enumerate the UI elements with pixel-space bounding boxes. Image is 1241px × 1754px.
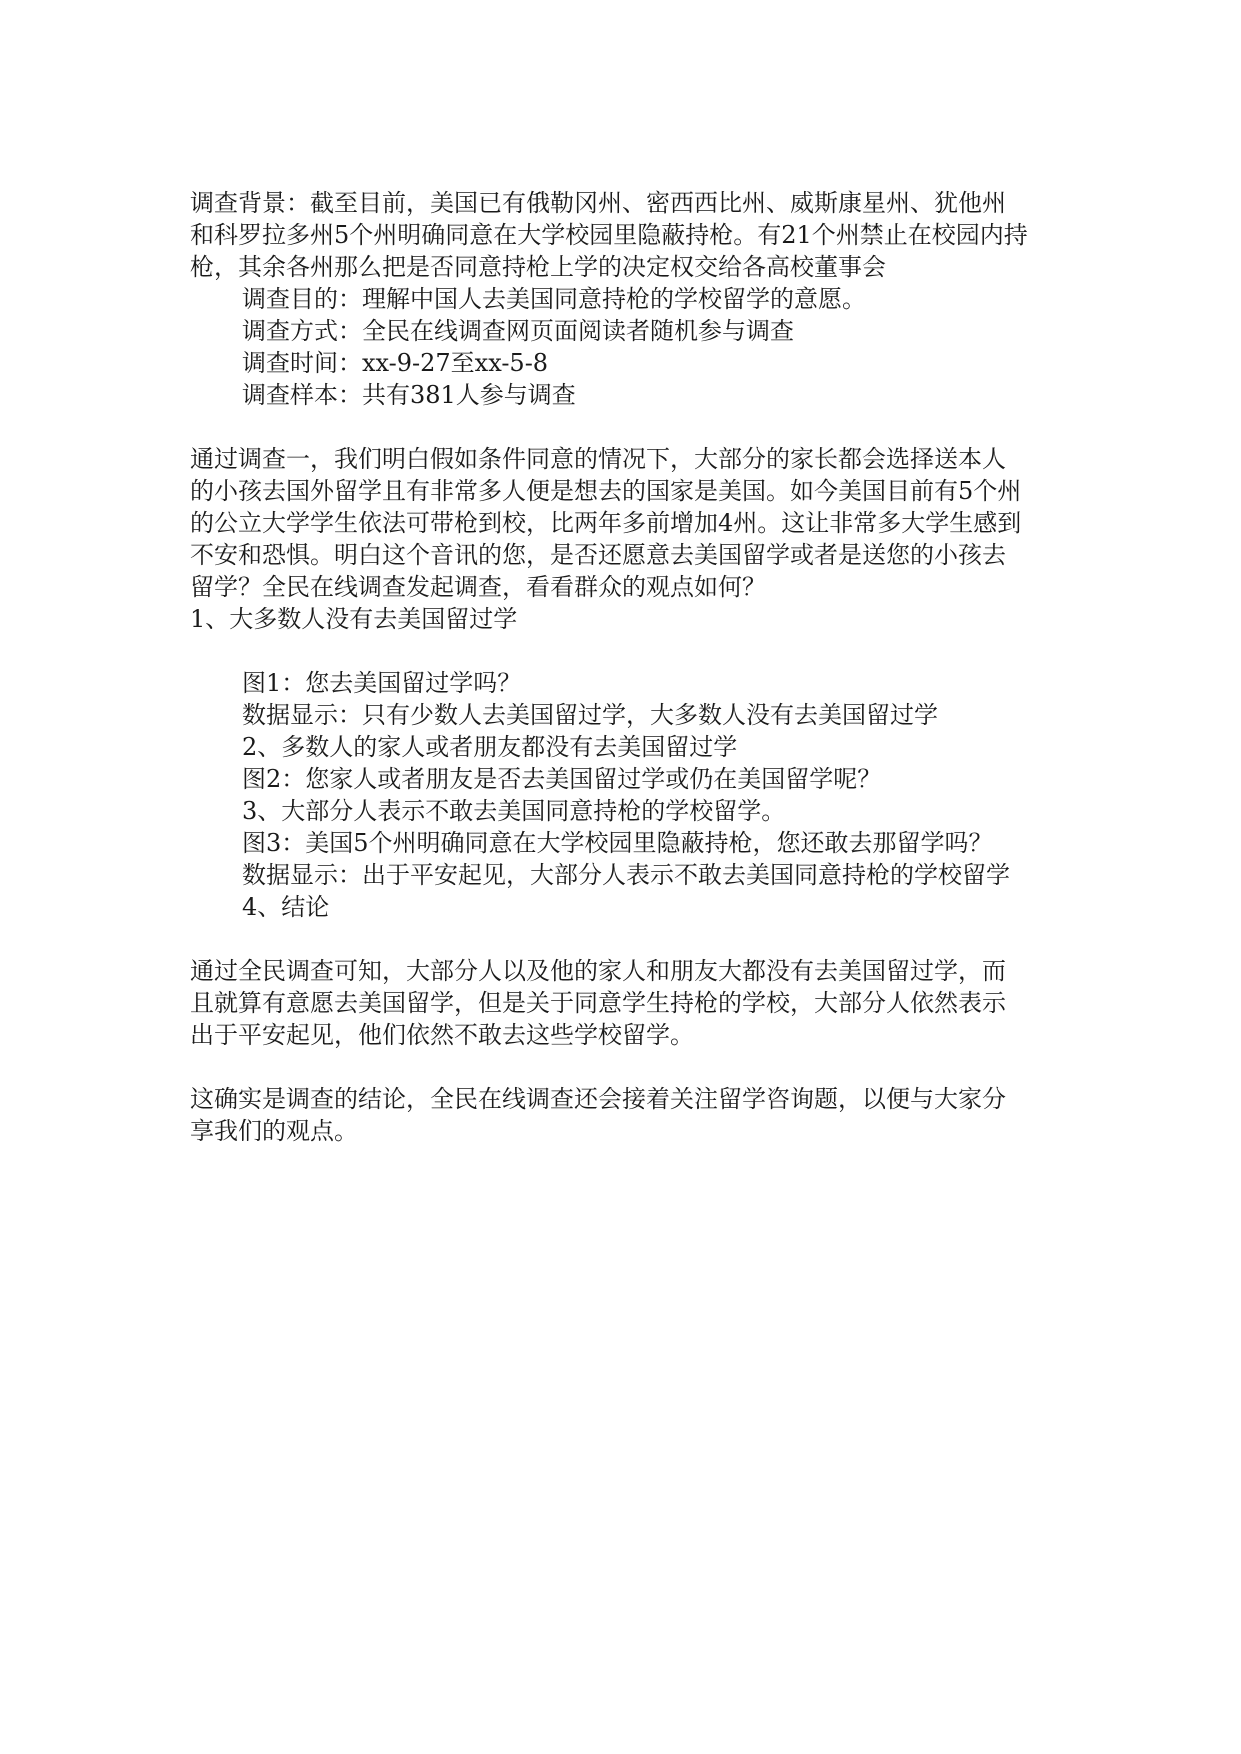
closing-line-1: 这确实是调查的结论，全民在线调查还会接着关注留学咨询题，以便与大家分 [190, 1085, 1006, 1113]
section-heading-1: 1、大多数人没有去美国留过学 [190, 605, 518, 633]
figure-caption-3: 图3：美国5个州明确同意在大学校园里隐蔽持枪，您还敢去那留学吗？ [242, 829, 993, 857]
survey-time: 调查时间：xx-9-27至xx-5-8 [242, 349, 549, 377]
conclusion-line-2: 且就算有意愿去美国留学，但是关于同意学生持枪的学校，大部分人依然表示 [190, 989, 1006, 1017]
intro-line-4: 不安和恐惧。明白这个音讯的您，是否还愿意去美国留学或者是送您的小孩去 [190, 541, 1006, 569]
intro-line-1: 通过调查一，我们明白假如条件同意的情况下，大部分的家长都会选择送本人 [190, 445, 1006, 473]
findings-block [190, 667, 1060, 923]
conclusion-line-3: 出于平安起见，他们依然不敢去这些学校留学。 [190, 1021, 694, 1049]
background-line-3: 枪，其余各州那么把是否同意持枪上学的决定权交给各高校董事会 [190, 253, 886, 281]
intro-line-5: 留学？全民在线调查发起调查，看看群众的观点如何？ [190, 573, 766, 601]
background-line-2: 和科罗拉多州5个州明确同意在大学校园里隐蔽持枪。有21个州禁止在校园内持 [190, 221, 1028, 249]
intro-paragraph [190, 443, 1060, 603]
section-heading-3: 3、大部分人表示不敢去美国同意持枪的学校留学。 [242, 797, 786, 825]
closing-paragraph [190, 1083, 1060, 1147]
background-paragraph [190, 187, 1060, 283]
spacer [190, 1051, 1060, 1083]
conclusion-paragraph [190, 955, 1060, 1051]
spacer [190, 923, 1060, 955]
conclusion-line-1: 通过全民调查可知，大部分人以及他的家人和朋友大都没有去美国留过学，而 [190, 957, 1006, 985]
data-note-3: 数据显示：出于平安起见，大部分人表示不敢去美国同意持枪的学校留学 [242, 861, 1010, 889]
document-page [190, 187, 1060, 1147]
section-heading-2: 2、多数人的家人或者朋友都没有去美国留过学 [242, 733, 738, 761]
survey-method: 调查方式：全民在线调查网页面阅读者随机参与调查 [242, 317, 794, 345]
intro-line-3: 的公立大学学生依法可带枪到校，比两年多前增加4州。这让非常多大学生感到 [190, 509, 1022, 537]
spacer [190, 635, 1060, 667]
survey-meta [190, 283, 1060, 411]
spacer [190, 411, 1060, 443]
background-line-1: 调查背景：截至目前，美国已有俄勒冈州、密西西比州、威斯康星州、犹他州 [190, 189, 1006, 217]
figure-caption-1: 图1：您去美国留过学吗？ [242, 669, 522, 697]
figure-caption-2: 图2：您家人或者朋友是否去美国留过学或仍在美国留学呢？ [242, 765, 882, 793]
survey-purpose: 调查目的：理解中国人去美国同意持枪的学校留学的意愿。 [242, 285, 866, 313]
data-note-1: 数据显示：只有少数人去美国留过学，大多数人没有去美国留过学 [242, 701, 938, 729]
survey-sample: 调查样本：共有381人参与调查 [242, 381, 576, 409]
closing-line-2: 享我们的观点。 [190, 1117, 358, 1145]
intro-line-2: 的小孩去国外留学且有非常多人便是想去的国家是美国。如今美国目前有5个州 [190, 477, 1022, 505]
section-heading-4: 4、结论 [242, 893, 330, 921]
